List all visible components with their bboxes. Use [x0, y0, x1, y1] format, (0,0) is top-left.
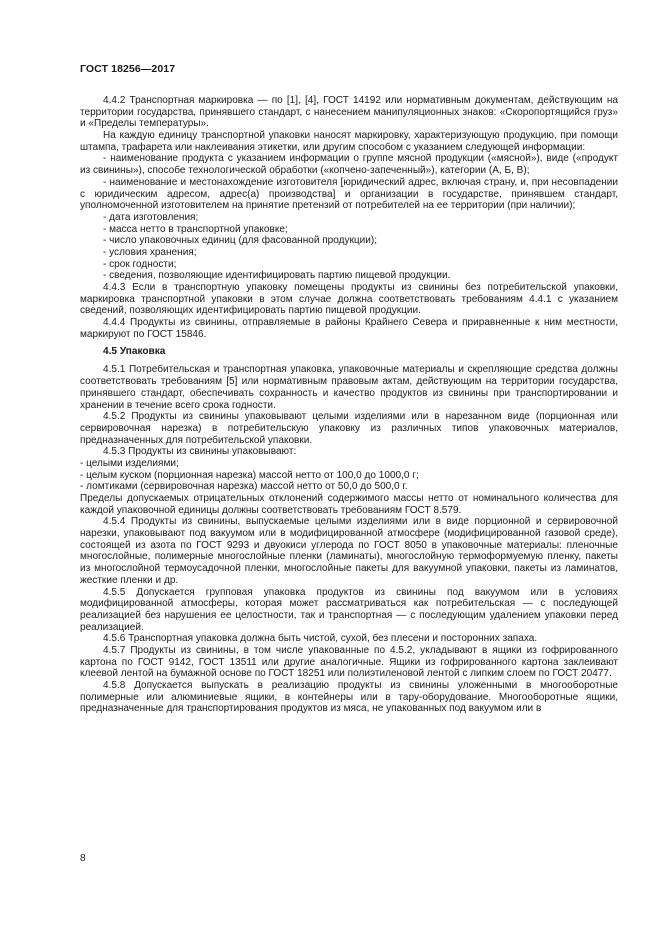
page-number: 8	[80, 853, 86, 864]
paragraph: - срок годности;	[103, 258, 177, 270]
paragraph: - целыми изделиями;	[80, 457, 179, 469]
document-body	[80, 95, 618, 715]
paragraph: 4.5.7 Продукты из свинины, в том числе упакованные по 4.5.2, укладывают в ящики из гофрированного картона по ГОСТ 9142, ГОСТ 13511 или другие аналогичные. Ящики из гофрированного картона заклеивают клеевой лентой на бумажной основе по ГОСТ 18251 или полиэтиленовой лентой с липким слоем по ГОСТ 20477.	[80, 644, 618, 680]
paragraph: 4.5.3 Продукты из свинины упаковывают:	[103, 446, 297, 458]
paragraph: 4.4.4 Продукты из свинины, отправляемые в районы Крайнего Севера и приравненные к ним местности, маркируют по ГОСТ 15846.	[80, 317, 618, 340]
paragraph: - целым куском (порционная нарезка) массой нетто от 100,0 до 1000,0 г;	[80, 469, 419, 481]
paragraph: На каждую единицу транспортной упаковки наносят маркировку, характеризующую продукцию, при помощи штампа, трафарета или наклеивания этикетки, или другим способом с указанием следующей информации:	[80, 130, 618, 153]
paragraph: 4.5.6 Транспортная упаковка должна быть чистой, сухой, без плесени и посторонних запаха.	[103, 633, 538, 645]
paragraph: - ломтиками (сервировочная нарезка) массой нетто от 50,0 до 500,0 г.	[80, 481, 408, 493]
paragraph: 4.4.3 Если в транспортную упаковку помещены продукты из свинины без потребительской упаковки, маркировка транспортной упаковки в этом случае должна соответствовать требованиям 4.4.1 с указанием сведений, позволяющих идентифицировать партию пищевой продукции.	[80, 282, 618, 317]
paragraph: 4.4.2 Транспортная маркировка — по [1], [4], ГОСТ 14192 или нормативным документам, действующим на территории государства, принявшего стандарт, с нанесением манипуляционных знаков: «Скоропортящийся груз» и «Пределы температуры».	[80, 95, 618, 130]
paragraph: 4.5.1 Потребительская и транспортная упаковка, упаковочные материалы и скрепляющие средства должны соответствовать требованиям [5] или нормативным правовым актам, действующим на территории государства, принявшего стандарт, обеспечивать сохранность и качество продуктов из свинины при транспортировании и хранении в течение всего срока годности.	[80, 364, 618, 411]
paragraph: 4.5.8 Допускается выпускать в реализацию продукты из свинины уложенными в многооборотные полимерные или алюминиевые ящики, в контейнеры или в тару-оборудование. Многооборотные ящики, предназначенные для транспортирования продуктов из мяса, не упакованных под вакуумом или в	[80, 680, 618, 715]
document-header: ГОСТ 18256—2017	[80, 63, 176, 75]
paragraph: - наименование продукта с указанием информации о группе мясной продукции («мясной»), виде («продукт из свинины»), способе технологической обработки («копчено-запеченный»), категории (А, Б, В);	[80, 153, 618, 177]
paragraph: - число упаковочных единиц (для фасованной продукции);	[103, 235, 378, 247]
paragraph: - наименование и местонахождение изготовителя [юридический адрес, включая страну, и, при несовпадении с юридическим адресом, адрес(а) производства] и организации в государстве, принявшем стандарт, уполномоченной изготовителем на принятие претензий от потребителей на ее территории (при наличии);	[80, 176, 618, 212]
paragraph: - дата изготовления;	[103, 211, 199, 223]
paragraph: Пределы допускаемых отрицательных отклонений содержимого массы нетто от номинального количества для каждой упаковочной единицы должны соответствовать требованиям ГОСТ 8.579.	[80, 493, 618, 516]
paragraph: 4.5.2 Продукты из свинины упаковывают целыми изделиями или в нарезанном виде (порционная или сервировочная нарезка) в потребительскую упаковку из различных типов упаковочных материалов, предназначенных для потребительской упаковки.	[80, 411, 618, 446]
section-heading-4-5: 4.5 Упаковка	[103, 346, 166, 358]
paragraph: - условия хранения;	[103, 246, 197, 258]
paragraph: 4.5.5 Допускается групповая упаковка продуктов из свинины под вакуумом или в условиях модифицированной атмосферы, которая может рассматриваться как потребительская — с последующей реализацией без нарушения ее целостности, так и транспортная — с последующим удалением упаковки перед реализацией.	[80, 586, 618, 633]
paragraph: - масса нетто в транспортной упаковке;	[103, 223, 288, 235]
paragraph: - сведения, позволяющие идентифицировать партию пищевой продукции.	[103, 270, 451, 282]
paragraph: 4.5.4 Продукты из свинины, выпускаемые целыми изделиями или в виде порционной и сервировочной нарезки, упаковывают под вакуумом или в модифицированной атмосфере (модифицированной газовой среде), состоящей из азота по ГОСТ 9293 и двуокиси углерода по ГОСТ 8050 в упаковочные материалы: пленочные многослойные, полимерные многослойные пленки (ламинаты), многослойную термоформуемую пленку, пакеты из многослойной термоусадочной пленки, многослойные пакеты для вакуумной упаковки, пакеты из ламинатов, жесткие пленки и др.	[80, 516, 618, 586]
section-4-5-paragraphs	[80, 364, 618, 715]
section-4-4-paragraphs	[80, 95, 618, 340]
